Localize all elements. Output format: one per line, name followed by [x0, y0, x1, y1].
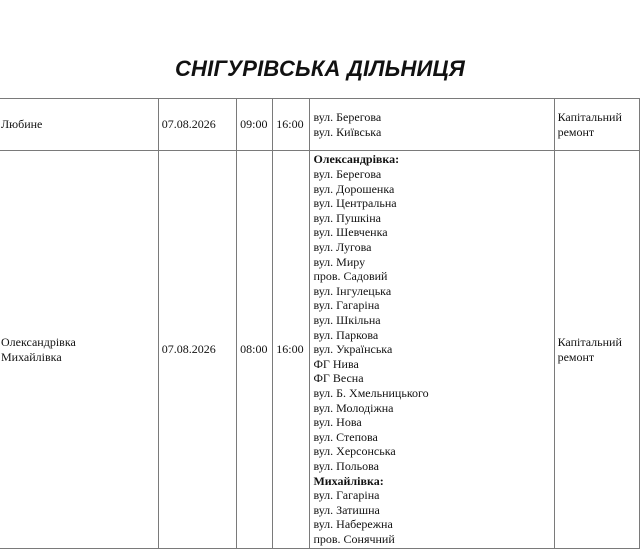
street-item: вул. Київська — [313, 124, 382, 139]
street-item: вул. Берегова — [313, 167, 382, 182]
end-time-cell: 16:00 — [273, 99, 310, 151]
settlement-name: Любине — [1, 117, 43, 132]
street-item: ФГ Весна — [313, 371, 364, 386]
village-group-title: Михайлівка: — [313, 473, 384, 488]
streets-list — [313, 110, 550, 139]
start-time-cell: 09:00 — [237, 99, 273, 151]
work-type-cell: Капітальний ремонт — [554, 151, 639, 549]
street-item: вул. Пушкіна — [313, 210, 381, 225]
street-item: вул. Центральна — [313, 196, 397, 211]
table-row — [0, 99, 640, 151]
street-item: вул. Шкільна — [313, 313, 381, 328]
table-row — [0, 151, 640, 549]
village-group-title: Олександрівка: — [313, 152, 400, 167]
settlement-name: Михайлівка — [1, 349, 62, 364]
work-type-cell: Капітальний ремонт — [554, 99, 639, 151]
street-item: вул. Нова — [313, 415, 362, 430]
street-item: вул. Степова — [313, 429, 378, 444]
date-cell: 07.08.2026 — [158, 99, 236, 151]
street-item: вул. Українська — [313, 342, 393, 357]
street-item: вул. Паркова — [313, 327, 379, 342]
settlement-cell — [0, 151, 158, 549]
street-item: вул. Набережна — [313, 517, 393, 532]
street-item: вул. Гагаріна — [313, 488, 380, 503]
street-item: пров. Садовий — [313, 269, 388, 284]
outage-schedule-table — [0, 98, 640, 549]
street-item: вул. Гагаріна — [313, 298, 380, 313]
settlement-cell — [0, 99, 158, 151]
street-item: вул. Затишна — [313, 502, 380, 517]
table-body — [0, 99, 640, 549]
street-item: ФГ Нива — [313, 356, 359, 371]
settlement-name: Олександрівка — [1, 334, 76, 349]
street-item: вул. Б. Хмельницького — [313, 385, 429, 400]
page-title: СНІГУРІВСЬКА ДІЛЬНИЦЯ — [174, 56, 466, 81]
street-item: вул. Лугова — [313, 240, 372, 255]
street-item: вул. Шевченка — [313, 225, 388, 240]
date-cell: 07.08.2026 — [158, 151, 236, 549]
street-item: пров. Сонячний — [313, 531, 395, 546]
street-item: вул. Дорошенка — [313, 181, 395, 196]
street-item: вул. Інгулецька — [313, 283, 392, 298]
street-item: вул. Берегова — [313, 109, 382, 124]
street-item: вул. Херсонська — [313, 444, 396, 459]
street-item: вул. Польова — [313, 458, 379, 473]
street-item: вул. Молодіжна — [313, 400, 394, 415]
end-time-cell: 16:00 — [273, 151, 310, 549]
streets-cell — [310, 99, 554, 151]
streets-list — [313, 152, 550, 546]
street-item: вул. Миру — [313, 254, 366, 269]
streets-cell — [310, 151, 554, 549]
start-time-cell: 08:00 — [237, 151, 273, 549]
